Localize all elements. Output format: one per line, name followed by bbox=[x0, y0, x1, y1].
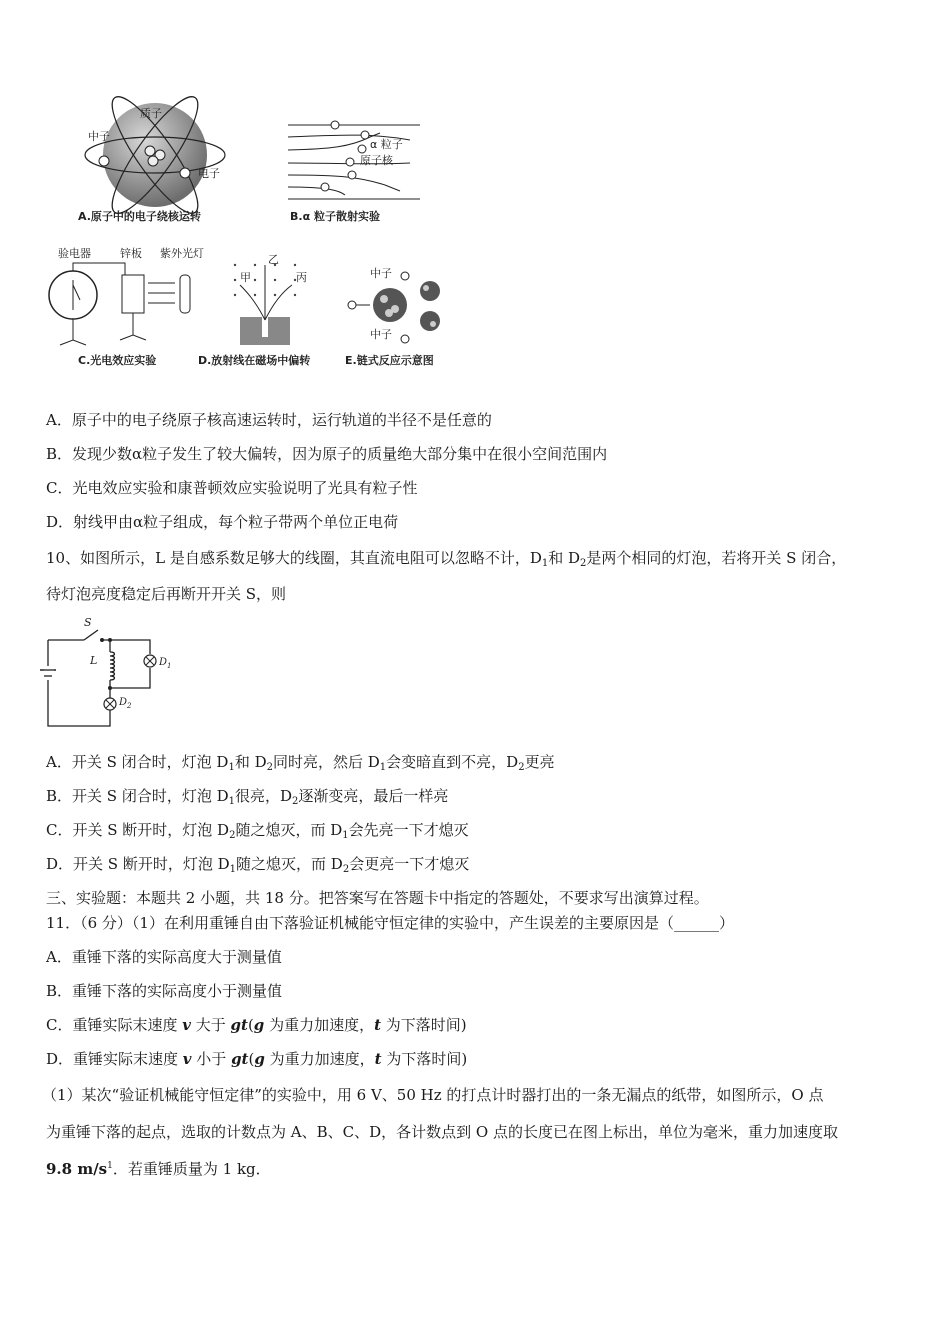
nucleus bbox=[358, 145, 366, 153]
q11-part1-line3: 9.8 $m/s^1$．若重锤质量为 1 kg． bbox=[46, 1160, 271, 1178]
label-nucleus: 原子核 bbox=[360, 154, 393, 167]
q9-option-a: A．原子中的电子绕原子核高速运转时，运行轨道的半径不是任意的 bbox=[46, 411, 492, 429]
figure-b-alpha-scattering bbox=[288, 121, 420, 223]
figure-e-chain-reaction bbox=[345, 266, 440, 367]
label-d1: $D_1$ bbox=[159, 657, 172, 670]
q11-option-c: C．重锤实际末速度 v 大于 gt(g 为重力加速度，t 为下落时间) bbox=[46, 1016, 467, 1034]
label-alpha: α 粒子 bbox=[370, 138, 403, 151]
label-electron: 电子 bbox=[198, 167, 220, 180]
label-uv-lamp: 紫外光灯 bbox=[160, 247, 204, 260]
uv-lamp bbox=[180, 275, 190, 313]
caption-a: A.原子中的电子绕核运转 bbox=[78, 210, 201, 223]
proton bbox=[145, 146, 155, 156]
label-jia: 甲 bbox=[240, 271, 251, 284]
figure-d-radiation bbox=[198, 253, 310, 367]
label-yi: 乙 bbox=[268, 253, 279, 266]
q11-option-a: A．重锤下落的实际高度大于测量值 bbox=[46, 948, 282, 966]
label-d2: $D_2$ bbox=[119, 697, 132, 710]
label-electroscope: 验电器 bbox=[58, 247, 91, 260]
section-3-heading: 三、实验题：本题共 2 小题，共 18 分。把答案写在答题卡中指定的答题处，不要求写出演算过程。 bbox=[46, 889, 709, 907]
nucleus-large bbox=[373, 288, 407, 322]
q11-option-b: B．重锤下落的实际高度小于测量值 bbox=[46, 982, 283, 1000]
lamp-d1 bbox=[144, 654, 156, 668]
caption-d: D.放射线在磁场中偏转 bbox=[198, 354, 311, 367]
label-bing: 丙 bbox=[296, 271, 307, 284]
label-neutron: 中子 bbox=[88, 130, 110, 143]
nucleon bbox=[148, 156, 158, 166]
electron bbox=[99, 156, 109, 166]
q9-option-c: C．光电效应实验和康普顿效应实验说明了光具有粒子性 bbox=[46, 479, 418, 497]
caption-b: B.α 粒子散射实验 bbox=[290, 210, 380, 223]
figure-c-photoelectric bbox=[49, 246, 204, 367]
label-neutron-top: 中子 bbox=[370, 267, 392, 280]
q9-option-d: D．射线甲由α粒子组成，每个粒子带两个单位正电荷 bbox=[46, 513, 399, 531]
caption-c: C.光电效应实验 bbox=[78, 354, 157, 367]
q10-option-b: B．开关 S 闭合时，灯泡 $D_1$很亮，$D_2$逐渐变亮，最后一样亮 bbox=[46, 787, 449, 807]
q10-option-a: A．开关 S 闭合时，灯泡 $D_1$和 $D_2$同时亮，然后 $D_1$会变暗直到不亮，$D_2$更亮 bbox=[46, 753, 555, 773]
figure-group bbox=[40, 95, 480, 380]
label-neutron-bottom: 中子 bbox=[370, 328, 392, 341]
q11-stem: 11．（6 分）（1）在利用重锤自由下落验证机械能守恒定律的实验中，产生误差的主要原因是（______） bbox=[46, 914, 734, 932]
q10-option-d: D．开关 S 断开时，灯泡 $D_1$随之熄灭，而 $D_2$会更亮一下才熄灭 bbox=[46, 855, 470, 875]
electron bbox=[180, 168, 190, 178]
lamp-d2 bbox=[104, 698, 116, 710]
label-coil: L bbox=[90, 654, 98, 667]
q11-option-d: D．重锤实际末速度 v 小于 gt(g 为重力加速度，t 为下落时间) bbox=[46, 1050, 468, 1068]
label-zinc-plate: 锌板 bbox=[120, 247, 142, 260]
q9-option-b: B．发现少数α粒子发生了较大偏转，因为原子的质量绝大部分集中在很小空间范围内 bbox=[46, 445, 608, 463]
label-proton: 质子 bbox=[140, 107, 162, 120]
q10-stem-line2: 待灯泡亮度稳定后再断开开关 S，则 bbox=[46, 585, 287, 603]
caption-e: E.链式反应示意图 bbox=[345, 354, 434, 367]
figure-a-atom bbox=[78, 95, 225, 223]
q10-option-c: C．开关 S 断开时，灯泡 $D_2$随之熄灭，而 $D_1$会先亮一下才熄灭 bbox=[46, 821, 469, 841]
q10-circuit-diagram bbox=[40, 612, 190, 734]
label-switch: S bbox=[84, 616, 92, 629]
zinc-plate bbox=[122, 275, 144, 313]
q11-part1-line1: （1）某次“验证机械能守恒定律”的实验中，用 6 V、50 Hz 的打点计时器打出的一条无漏点的纸带，如图所示，O 点 bbox=[42, 1086, 824, 1104]
q11-part1-line2: 为重锤下落的起点，选取的计数点为 A、B、C、D，各计数点到 O 点的长度已在图上标出，单位为毫米，重力加速度取 bbox=[46, 1123, 838, 1141]
inductor-coil bbox=[110, 652, 115, 680]
q10-stem-line1: 10、如图所示，L 是自感系数足够大的线圈，其直流电阻可以忽略不计，$D_1$和 $D_2$是两个相同的灯泡，若将开关 S 闭合， bbox=[46, 549, 847, 569]
